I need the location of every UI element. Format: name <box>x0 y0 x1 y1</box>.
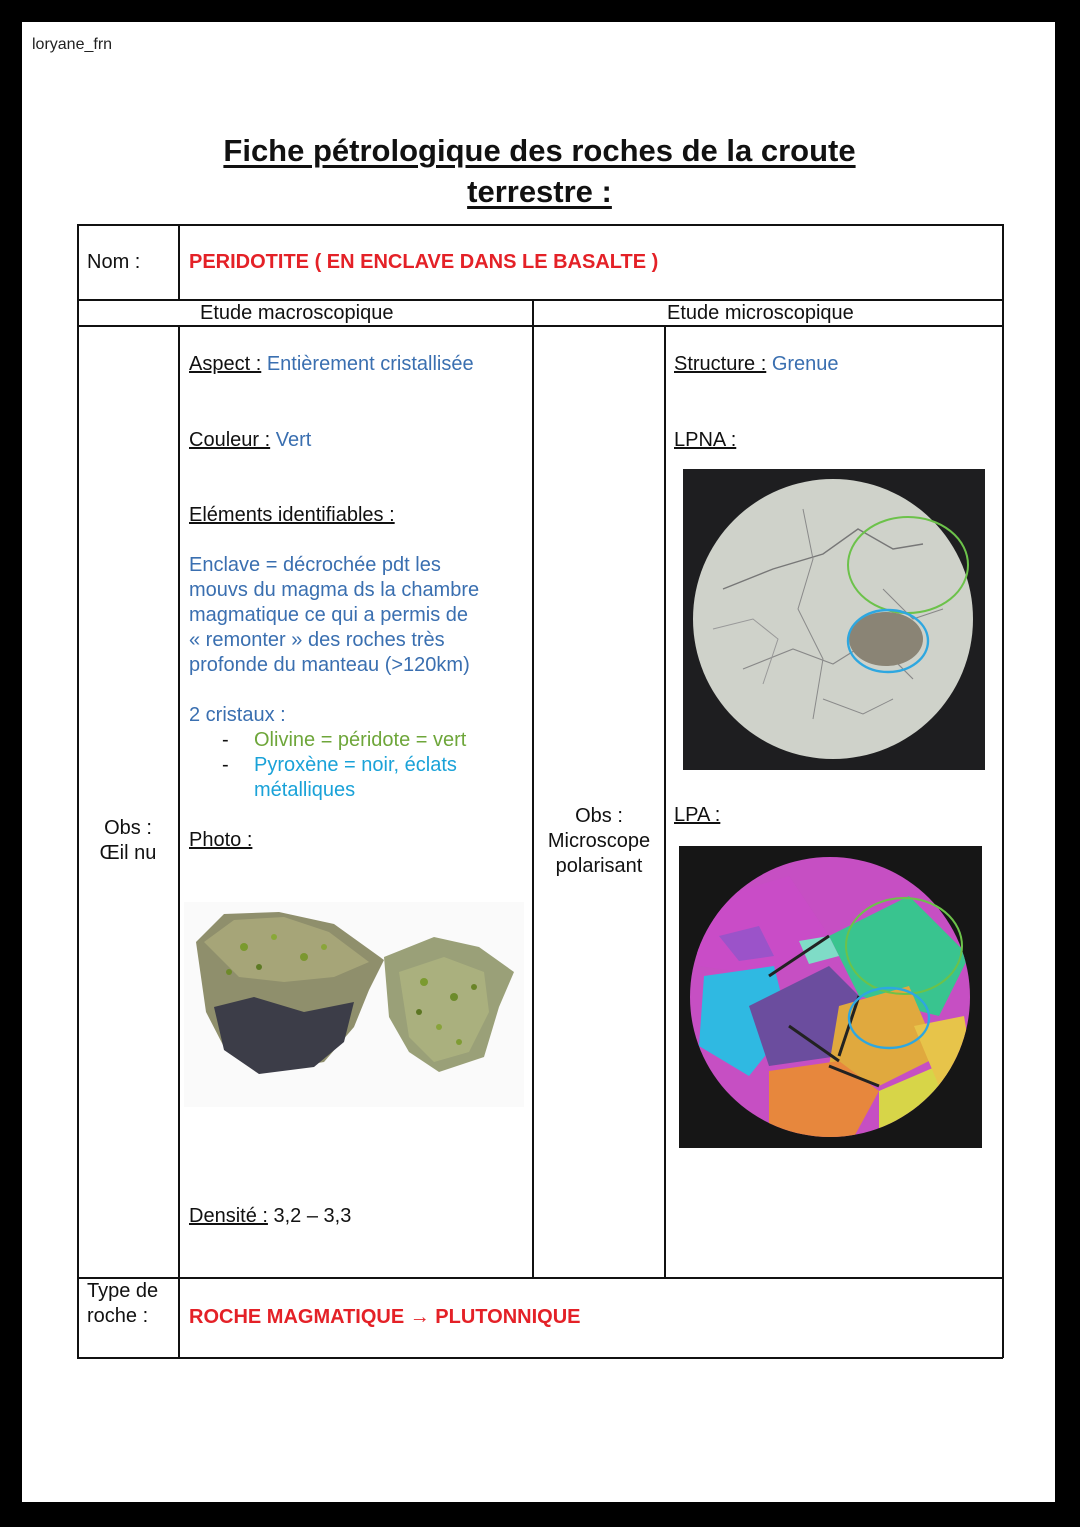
aspect-field <box>189 352 474 377</box>
elements-label: Eléments identifiables : <box>189 504 395 526</box>
obs-eye-line-1: Obs : <box>104 817 152 839</box>
densite-label: Densité : <box>189 1205 268 1227</box>
enclave-text <box>189 553 479 678</box>
couleur-value: Vert <box>275 429 312 451</box>
enclave-line: magmatique ce qui a permis de <box>189 604 469 626</box>
title-line-1: Fiche pétrologique des roches de la croute <box>223 133 856 168</box>
cristaux-label: 2 cristaux : <box>189 704 286 726</box>
aspect-value: Entièrement cristallisée <box>266 353 474 375</box>
lpna-label: LPNA : <box>674 429 737 451</box>
densite-field <box>189 1204 351 1229</box>
pyroxene-line-2: métalliques <box>254 779 356 801</box>
structure-field <box>674 352 839 377</box>
lpna-image <box>683 469 985 770</box>
page-title <box>22 130 1057 212</box>
document-page <box>22 22 1055 1502</box>
structure-label: Structure : <box>674 353 767 375</box>
couleur-field <box>189 428 311 453</box>
pyroxene-item <box>254 753 457 803</box>
couleur-label: Couleur : <box>189 429 271 451</box>
micro-heading: Etude microscopique <box>667 302 854 324</box>
obs-eye-label <box>78 816 178 866</box>
title-line-2: terrestre : <box>467 174 612 209</box>
type-label-line-2: roche : <box>87 1305 149 1327</box>
enclave-line: profonde du manteau (>120km) <box>189 654 470 676</box>
enclave-line: Enclave = décrochée pdt les <box>189 554 441 576</box>
type-label <box>87 1279 158 1329</box>
dash-2: - <box>222 754 229 776</box>
obs-microscope-label <box>534 804 664 879</box>
name-label: Nom : <box>87 251 141 273</box>
obs-eye-line-2: Œil nu <box>99 842 157 864</box>
pyroxene-line-1: Pyroxène = noir, éclats <box>254 754 457 776</box>
obs-micro-line-2: Microscope <box>547 830 651 852</box>
obs-micro-line-1: Obs : <box>575 805 623 827</box>
enclave-line: « remonter » des roches très <box>189 629 445 651</box>
rock-type: ROCHE MAGMATIQUE → PLUTONNIQUE <box>189 1306 581 1328</box>
macro-heading: Etude macroscopique <box>200 302 394 324</box>
rock-name: PERIDOTITE ( EN ENCLAVE DANS LE BASALTE ) <box>189 251 659 273</box>
aspect-label: Aspect : <box>189 353 262 375</box>
obs-micro-line-3: polarisant <box>555 855 643 877</box>
lpa-label: LPA : <box>674 804 721 826</box>
densite-value: 3,2 – 3,3 <box>273 1205 352 1227</box>
structure-value: Grenue <box>771 353 839 375</box>
lpa-image <box>679 846 982 1148</box>
dash-1: - <box>222 729 229 751</box>
peridotite-photo <box>184 902 524 1107</box>
photo-label: Photo : <box>189 829 253 851</box>
type-label-line-1: Type de <box>87 1280 159 1302</box>
enclave-line: mouvs du magma ds la chambre <box>189 579 480 601</box>
olivine-item: Olivine = péridote = vert <box>254 729 467 751</box>
username: loryane_frn <box>32 36 113 53</box>
